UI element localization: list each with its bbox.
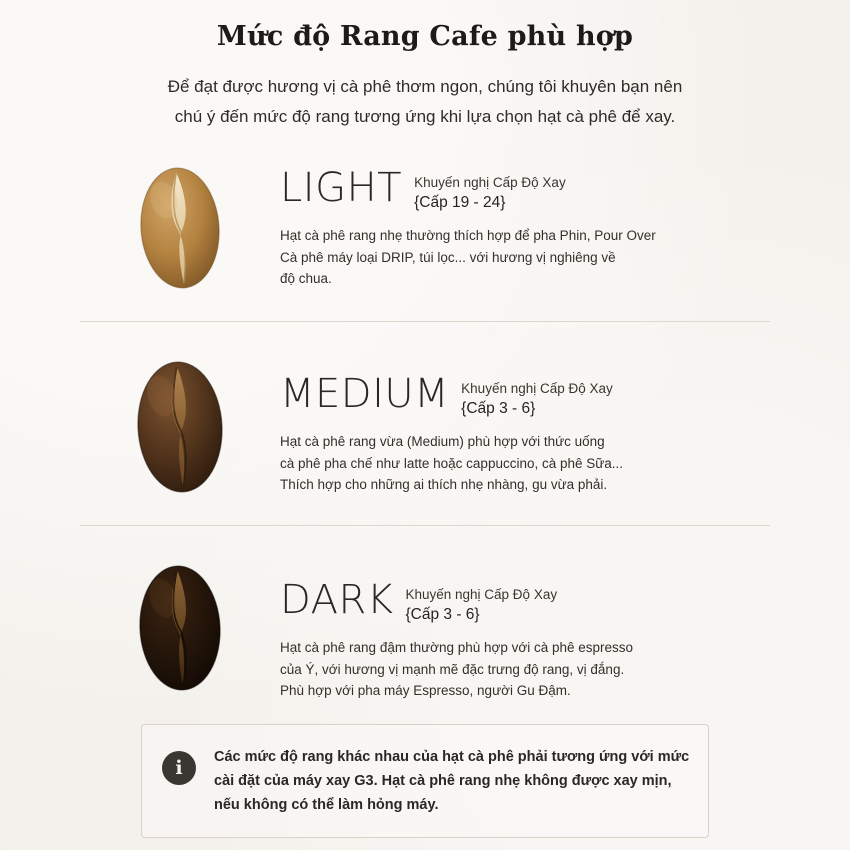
info-note-text — [214, 745, 689, 817]
roast-level-list — [0, 160, 850, 702]
grind-recommendation-range: {Cấp 3 - 6} — [461, 400, 536, 417]
page-subtitle — [125, 72, 725, 132]
roast-level-row-light — [80, 160, 770, 295]
grind-recommendation-label: Khuyến nghị Cấp Độ Xay — [461, 381, 613, 396]
roast-level-text-cell — [280, 348, 770, 496]
bean-image-cell — [80, 552, 280, 698]
roast-level-text-cell — [280, 160, 770, 290]
roast-level-name: MEDIUM — [280, 371, 450, 417]
description-line-3: Phù hợp với pha máy Espresso, người Gu Đậm. — [280, 683, 571, 698]
description-line-2: cà phê pha chế như latte hoặc cappuccino, cà phê Sữa... — [280, 455, 624, 471]
grind-recommendation — [414, 168, 566, 213]
roast-level-headline — [280, 371, 770, 419]
roast-level-description — [280, 225, 700, 290]
grind-recommendation-range: {Cấp 19 - 24} — [414, 194, 506, 211]
info-icon: i — [162, 751, 196, 785]
medium-roast-coffee-bean-icon — [116, 354, 244, 499]
roast-level-headline — [280, 577, 770, 625]
roast-level-name: DARK — [280, 577, 394, 623]
grind-recommendation-range: {Cấp 3 - 6} — [405, 606, 480, 623]
description-line-3: độ chua. — [280, 271, 332, 286]
grind-recommendation — [461, 374, 613, 419]
roast-level-description — [280, 431, 700, 496]
roast-level-name: LIGHT — [280, 165, 403, 211]
roast-level-description — [280, 637, 700, 702]
grind-recommendation — [405, 580, 557, 625]
description-line-1: Hạt cà phê rang vừa (Medium) phù hợp với thức uống — [280, 434, 605, 449]
roast-level-row-dark — [80, 552, 770, 702]
light-roast-coffee-bean-icon — [120, 160, 240, 295]
dark-roast-coffee-bean-icon — [118, 558, 242, 698]
page-title: Mức độ Rang Cafe phù hợp — [216, 21, 634, 52]
description-line-1: Hạt cà phê rang đậm thường phù hợp với cà phê espresso — [280, 640, 634, 655]
section-divider — [80, 525, 770, 526]
note-line-2: cài đặt của máy xay G3. Hạt cà phê rang nhẹ không được xay mịn, — [214, 772, 672, 789]
roast-level-row-medium — [80, 348, 770, 499]
note-line-3: nếu không có thể làm hỏng máy. — [214, 796, 439, 813]
note-line-1: Các mức độ rang khác nhau của hạt cà phê phải tương ứng với mức — [214, 748, 690, 765]
grind-recommendation-label: Khuyến nghị Cấp Độ Xay — [405, 587, 558, 602]
subtitle-line-2: chú ý đến mức độ rang tương ứng khi lựa chọn hạt cà phê để xay. — [174, 107, 676, 126]
description-line-3: Thích hợp cho những ai thích nhẹ nhàng, gu vừa phải. — [280, 477, 608, 492]
info-note-box — [141, 724, 709, 838]
grind-recommendation-label: Khuyến nghị Cấp Độ Xay — [414, 175, 566, 190]
bean-image-cell — [80, 160, 280, 295]
description-line-2: của Ý, với hương vị mạnh mẽ đặc trưng độ rang, vị đắng. — [280, 661, 625, 677]
subtitle-line-1: Để đạt được hương vị cà phê thơm ngon, chúng tôi khuyên bạn nên — [167, 77, 683, 96]
description-line-1: Hạt cà phê rang nhẹ thường thích hợp để pha Phin, Pour Over — [280, 228, 656, 243]
bean-image-cell — [80, 348, 280, 499]
roast-level-text-cell — [280, 552, 770, 702]
section-divider — [80, 321, 770, 322]
description-line-2: Cà phê máy loại DRIP, túi lọc... với hương vị nghiêng về — [280, 249, 616, 265]
roast-level-headline — [280, 165, 770, 213]
